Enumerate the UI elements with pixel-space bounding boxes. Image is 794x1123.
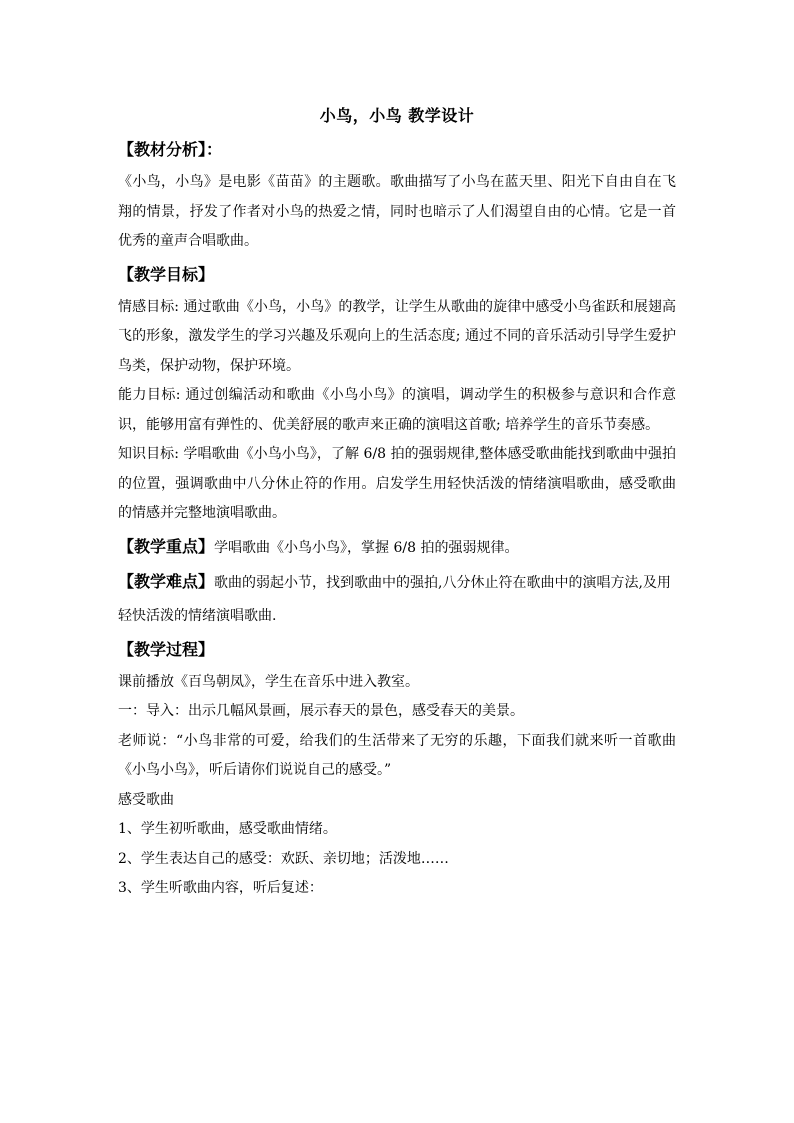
process-heading: 【教学过程】 xyxy=(118,639,215,659)
process-line: 课前播放《百鸟朝凤》，学生在音乐中进入教室。 xyxy=(118,673,419,690)
page-title: 小鸟，小鸟 教学设计 xyxy=(319,106,475,125)
analysis-text: 《小鸟，小鸟》是电影《苗苗》的主题歌。歌曲描写了小鸟在蓝天里、阳光下自由自在飞翔的情景，抒发了作者对小鸟的热爱之情，同时也暗示了人们渴望自由的心情。它是一首优秀的童声合唱歌曲。 xyxy=(118,174,676,249)
key-point-text: 学唱歌曲《小鸟小鸟》，掌握 6/8 拍的强弱规律。 xyxy=(214,539,519,556)
process-line: 3、学生听歌曲内容，听后复述： xyxy=(118,880,323,896)
goal-ability-text: 能力目标: 通过创编活动和歌曲《小鸟小鸟》的演唱，调动学生的积极参与意识和合作意识，能够用富有弹性的、优美舒展的歌声来正确的演唱这首歌; 培养学生的音乐节奏感。 xyxy=(118,387,676,433)
goal-emotion-text: 情感目标: 通过歌曲《小鸟，小鸟》的教学，让学生从歌曲的旋律中感受小鸟雀跃和展翅高飞的形象，激发学生的学习兴趣及乐观向上的生活态度; 通过不同的音乐活动引导学生爱护鸟类，保护动物，保护环境。 xyxy=(118,298,676,374)
analysis-heading: 【教材分析】： xyxy=(118,140,223,159)
difficult-point-block xyxy=(118,566,676,632)
process-line: 1、学生初听歌曲，感受歌曲情绪。 xyxy=(118,821,337,837)
key-point-heading: 【教学重点】 xyxy=(118,536,215,556)
goal-knowledge-text: 知识目标: 学唱歌曲《小鸟小鸟》，了解 6/8 拍的强弱规律,整体感受歌曲能找到歌曲中强拍的位置，强调歌曲中八分休止符的作用。启发学生用轻快活泼的情绪演唱歌曲，感受歌曲的情感并完整地演唱歌曲。 xyxy=(118,446,676,521)
process-line: 感受歌曲 xyxy=(118,791,174,808)
process-line: 老师说：“小鸟非常的可爱，给我们的生活带来了无穷的乐趣，下面我们就来听一首歌曲《小鸟小鸟》，听后请你们说说自己的感受。” xyxy=(118,732,676,778)
process-line: 一：导入：出示几幅风景画，展示春天的景色，感受春天的美景。 xyxy=(118,703,524,719)
process-line: 2、学生表达自己的感受：欢跃、亲切地；活泼地…… xyxy=(118,850,449,867)
difficult-point-heading: 【教学难点】 xyxy=(118,571,215,591)
goals-heading: 【教学目标】 xyxy=(118,264,215,284)
difficult-point-text: 歌曲的弱起小节，找到歌曲中的强拍,八分休止符在歌曲中的演唱方法,及用轻快活泼的情绪演唱歌曲. xyxy=(118,574,671,624)
key-point-line xyxy=(118,535,676,560)
document-page xyxy=(118,100,676,904)
